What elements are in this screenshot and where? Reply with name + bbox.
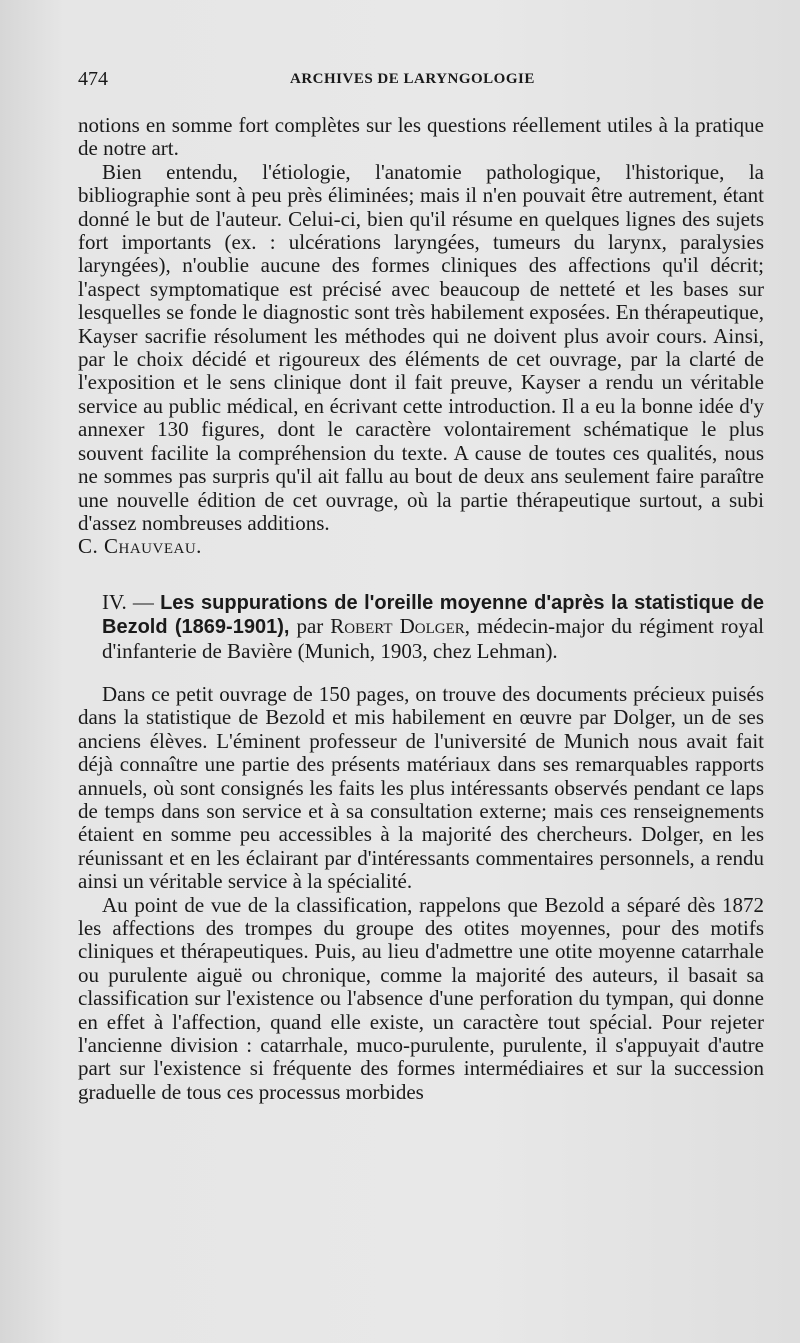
review-title: Les suppurations de l'oreille moyenne d'après la statistique de Bezold (1869-1901), — [102, 591, 764, 639]
review-number: IV. — — [102, 589, 161, 614]
page-number: 474 — [78, 68, 108, 90]
paragraph: Bien entendu, l'étiologie, l'anatomie pathologique, l'historique, la bibliographie sont à peu près éliminées; mais il n'en pouvait être autrement, étant donné le but de l'auteur. Celui-ci, bien qu'il résume en quelques lignes des sujets fort importants (ex. : ulcérations laryngées, tumeurs du larynx, paralysies laryngées), n'oublie aucune des formes cliniques des affections qu'il décrit; l'aspect symptomatique est précisé avec beaucoup de netteté et les bases sur lesquelles se fonde le diagnostic sont très habilement exposées. En thérapeutique, Kayser sacrifie résolument les méthodes qui ne doivent plus avoir cours. Ainsi, par le choix décidé et rigoureux des éléments de cet ouvrage, par la clarté de l'exposition et le sens clinique dont il fait preuve, Kayser a rendu un véritable service au public médical, en écrivant cette introduction. Il a eu la bonne idée d'y annexer 130 figures, dont le caractère volontairement schématique le plus souvent facilite la compréhension du texte. A cause de toutes ces qualités, nous ne sommes pas surpris qu'il ait fallu au bout de deux ans seulement faire paraître une nouvelle édition de cet ouvrage, où la partie thérapeutique surtout, a subi d'assez nombreuses additions. — [78, 159, 764, 535]
page-body — [78, 114, 764, 1104]
review-by: par — [289, 614, 331, 639]
paragraph: Au point de vue de la classification, rappelons que Bezold a séparé dès 1872 les affections des trompes du groupe des otites moyennes, pour des motifs cliniques et thérapeutiques. Puis, au lieu d'admettre une otite moyenne catarrhale ou purulente aiguë ou chronique, comme la majorité des auteurs, il basait sa classification sur l'existence ou l'absence d'une perforation du tympan, qui donne en effet à l'affection, quand elle existe, un caractère tout spécial. Pour rejeter l'ancienne division : catarrhale, muco-purulente, purulente, il s'appuyait d'autre part sur l'existence si fréquente des formes intermédiaires et sur la succession graduelle de tous ces processus morbides — [78, 892, 764, 1104]
page-header — [78, 68, 770, 94]
review-signature: C. Chauveau. — [78, 534, 202, 559]
running-title: ARCHIVES DE LARYNGOLOGIE — [290, 71, 535, 87]
paragraph-continuation: notions en somme fort complètes sur les questions réellement utiles à la pratique de notre art. — [78, 113, 764, 161]
paragraph: Dans ce petit ouvrage de 150 pages, on trouve des documents précieux puisés dans la statistique de Bezold et mis habilement en œuvre par Dolger, un de ses anciens élèves. L'éminent professeur de l'université de Munich nous avait fait déjà connaître une partie des présents matériaux dans ses remarquables rapports annuels, où sont consignés les faits les plus intéressants observés pendant ce laps de temps dans son service et à sa consultation externe; mais ces renseignements étaient en somme peu accessibles à la majorité des chercheurs. Dolger, en les réunissant et en les éclairant par d'intéressants commentaires personnels, a rendu ainsi un véritable service à la spécialité. — [78, 681, 764, 894]
review-details: , médecin-major du régiment royal d'infanterie de Bavière (Munich, 1903, chez Lehman). — [102, 614, 765, 663]
review-heading — [78, 591, 764, 663]
review-author: Robert Dolger — [330, 614, 465, 639]
